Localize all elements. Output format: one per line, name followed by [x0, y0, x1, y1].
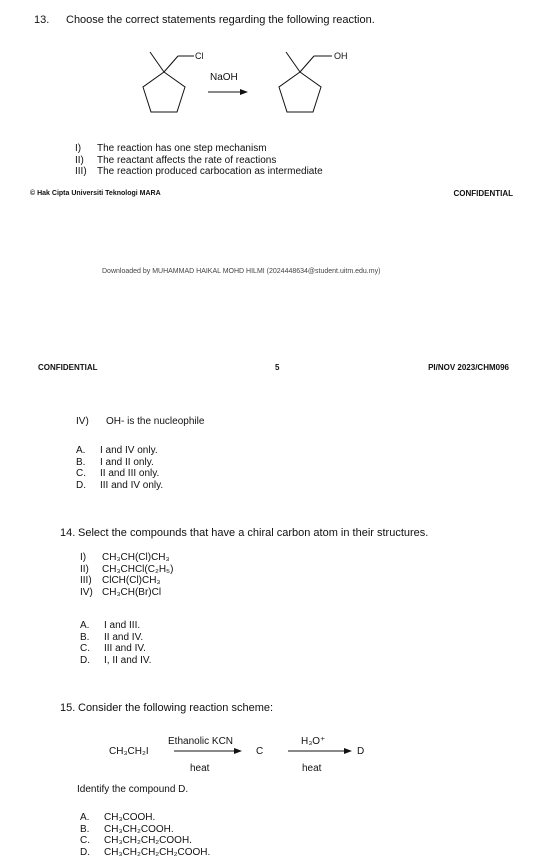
option-letter: D. — [80, 846, 90, 858]
footer-copyright: © Hak Cipta Universiti Teknologi MARA — [30, 190, 161, 197]
q15-options — [80, 812, 210, 858]
option-letter: A. — [80, 812, 90, 823]
option-text: III and IV only. — [100, 479, 164, 491]
q15-option — [80, 824, 210, 836]
reactant-chain-bond — [164, 56, 178, 72]
q13-option — [76, 457, 163, 469]
option-text: I and III. — [104, 620, 141, 631]
compound-formula: CH₃CH(Br)Cl — [102, 586, 162, 598]
q13-reaction-diagram — [130, 40, 360, 120]
q15-prompt: Identify the compound D. — [77, 784, 189, 795]
header-code: PI/NOV 2023/CHM096 — [428, 363, 509, 372]
option-letter: B. — [76, 456, 86, 468]
q15-option — [80, 812, 210, 824]
option-text: II and IV. — [104, 631, 144, 643]
reagent-naoh: NaOH — [210, 72, 238, 83]
option-text: I and II only. — [100, 456, 154, 468]
q15-option — [80, 847, 210, 859]
option-letter: C. — [80, 643, 90, 654]
start-compound: CH₃CH₂I — [109, 746, 149, 757]
q14-compound — [80, 575, 173, 587]
q14-option — [80, 620, 151, 632]
q13-header — [34, 14, 375, 26]
option-text: II and III only. — [100, 468, 160, 479]
intermediate-c: C — [256, 746, 264, 757]
product-chain-bond — [300, 56, 314, 72]
option-text: CH₃COOH. — [104, 812, 156, 823]
q13-statement-iv — [76, 416, 204, 427]
q14-header — [60, 527, 428, 539]
option-letter: C. — [80, 835, 90, 846]
q15-header — [60, 702, 273, 714]
statement-text: OH- is the nucleophile — [106, 416, 205, 427]
compound-formula: ClCH(Cl)CH₃ — [102, 575, 161, 586]
option-letter: A. — [80, 620, 90, 631]
q13-option — [76, 480, 163, 492]
download-note: Downloaded by MUHAMMAD HAIKAL MOHD HILMI (2024448634@student.uitm.edu.my) — [102, 268, 381, 275]
compound-numeral: II) — [80, 563, 89, 575]
q14-question: Select the compounds that have a chiral carbon atom in their structures. — [78, 527, 429, 539]
condition-2: heat — [302, 763, 322, 774]
q14-number: 14. — [60, 527, 76, 539]
statement-numeral: IV) — [76, 416, 89, 427]
q13-statements — [75, 143, 323, 178]
option-text: III and IV. — [104, 643, 146, 654]
q13-options — [76, 445, 163, 491]
statement-text: The reaction has one step mechanism — [97, 143, 267, 154]
option-text: CH₃CH₂COOH. — [104, 823, 174, 835]
q14-compound — [80, 587, 173, 599]
q14-compound — [80, 564, 173, 576]
q15-reaction-scheme — [100, 728, 400, 780]
reaction-arrow-head — [240, 89, 248, 95]
footer-confidential: CONFIDENTIAL — [453, 189, 513, 198]
header-confidential: CONFIDENTIAL — [38, 363, 98, 372]
compound-formula: CH₃CHCl(C₂H₅) — [102, 563, 174, 575]
q14-compounds — [80, 552, 173, 598]
option-letter: C. — [76, 468, 86, 479]
statement-numeral: I) — [75, 143, 82, 154]
q13-option — [76, 468, 163, 480]
option-letter: A. — [76, 445, 86, 456]
condition-1: heat — [190, 763, 210, 774]
compound-numeral: IV) — [80, 586, 93, 598]
compound-formula: CH₃CH(Cl)CH₃ — [102, 552, 170, 563]
q14-option — [80, 632, 151, 644]
compound-numeral: I) — [80, 552, 87, 563]
q14-option — [80, 655, 151, 667]
product-d: D — [357, 746, 365, 757]
q15-option — [80, 835, 210, 847]
compound-numeral: III) — [80, 575, 92, 586]
reactant-cl-label: Cl — [195, 51, 204, 61]
q13-number: 13. — [34, 14, 50, 26]
header-page-number: 5 — [275, 363, 280, 372]
option-text: I, II and IV. — [104, 654, 152, 666]
reactant-methyl-bond — [150, 52, 164, 72]
reagent-2: H₃O⁺ — [301, 736, 326, 747]
product-ring — [279, 72, 321, 112]
reactant-ring — [143, 72, 185, 112]
product-methyl-bond — [286, 52, 300, 72]
statement-text: The reaction produced carbocation as intermediate — [97, 166, 323, 177]
option-text: CH₃CH₂CH₂COOH. — [104, 835, 192, 846]
option-letter: B. — [80, 631, 90, 643]
q13-statement — [75, 166, 323, 178]
statement-numeral: II) — [75, 154, 84, 166]
reactant-structure — [143, 52, 194, 112]
option-letter: B. — [80, 823, 90, 835]
option-letter: D. — [80, 654, 90, 666]
product-structure — [279, 52, 332, 112]
q14-compound — [80, 552, 173, 564]
q14-option — [80, 643, 151, 655]
q15-question: Consider the following reaction scheme: — [78, 702, 274, 714]
product-oh-label: OH — [334, 51, 348, 61]
q13-statement — [75, 155, 323, 167]
q14-options — [80, 620, 151, 666]
option-letter: D. — [76, 479, 86, 491]
q13-question: Choose the correct statements regarding the following reaction. — [66, 14, 375, 26]
q15-number: 15. — [60, 702, 76, 714]
arrow-1-head — [234, 748, 242, 754]
arrow-2-head — [344, 748, 352, 754]
statement-numeral: III) — [75, 166, 87, 177]
q13-option — [76, 445, 163, 457]
option-text: I and IV only. — [100, 445, 158, 456]
reagent-1: Ethanolic KCN — [168, 736, 234, 747]
option-text: CH₃CH₂CH₂CH₂COOH. — [104, 846, 211, 858]
statement-text: The reactant affects the rate of reactions — [97, 154, 277, 166]
q13-statement — [75, 143, 323, 155]
